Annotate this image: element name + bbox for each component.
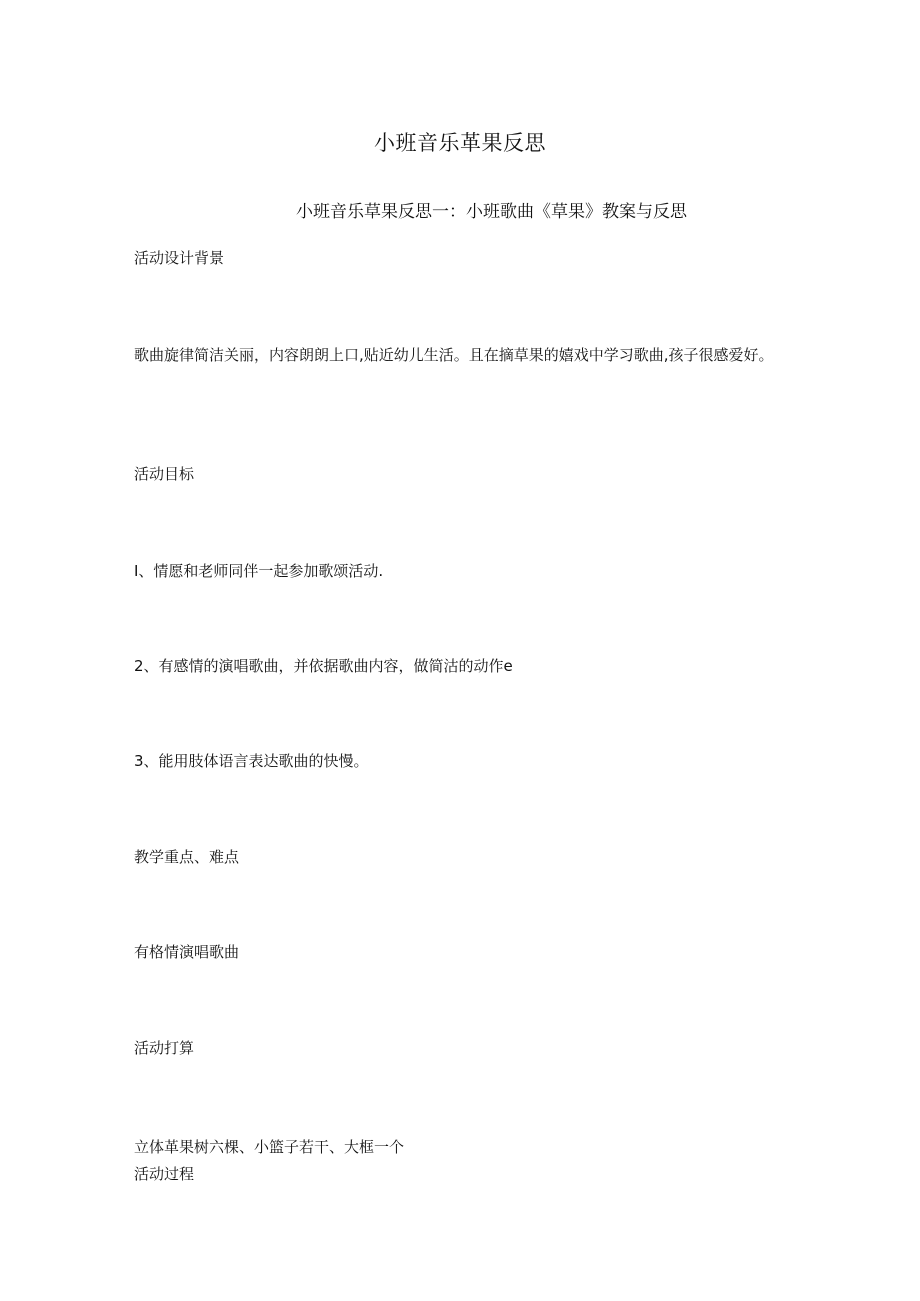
goal-item-1: I、情愿和老师同伴一起参加歌颂活动.	[134, 562, 384, 580]
paragraph-background: 歌曲旋律简洁关丽，内容朗朗上口,贴近幼儿生活。且在摘草果的嬉戏中学习歌曲,孩子很感爱好。	[134, 346, 774, 364]
paragraph-preparation: 立体革果树六棵、小篮子若干、大框一个	[134, 1138, 405, 1156]
goal-item-3: 3、能用肢体语言表达歌曲的快慢。	[134, 752, 369, 770]
section-heading-goals: 活动目标	[134, 465, 195, 483]
section-heading-background: 活动设计背景	[134, 249, 225, 267]
section-heading-process: 活动过程	[134, 1165, 195, 1183]
document-title: 小班音乐革果反思	[374, 131, 546, 155]
section-heading-key-points: 教学重点、难点	[134, 848, 240, 866]
goal-item-2: 2、有感情的演唱歌曲，并依据歌曲内容，做简沽的动作e	[134, 657, 513, 675]
paragraph-key-points: 有格情演唱歌曲	[134, 943, 240, 961]
document-subtitle: 小班音乐草果反思一：小班歌曲《草果》教案与反思	[296, 202, 687, 222]
section-heading-preparation: 活动打算	[134, 1039, 195, 1057]
